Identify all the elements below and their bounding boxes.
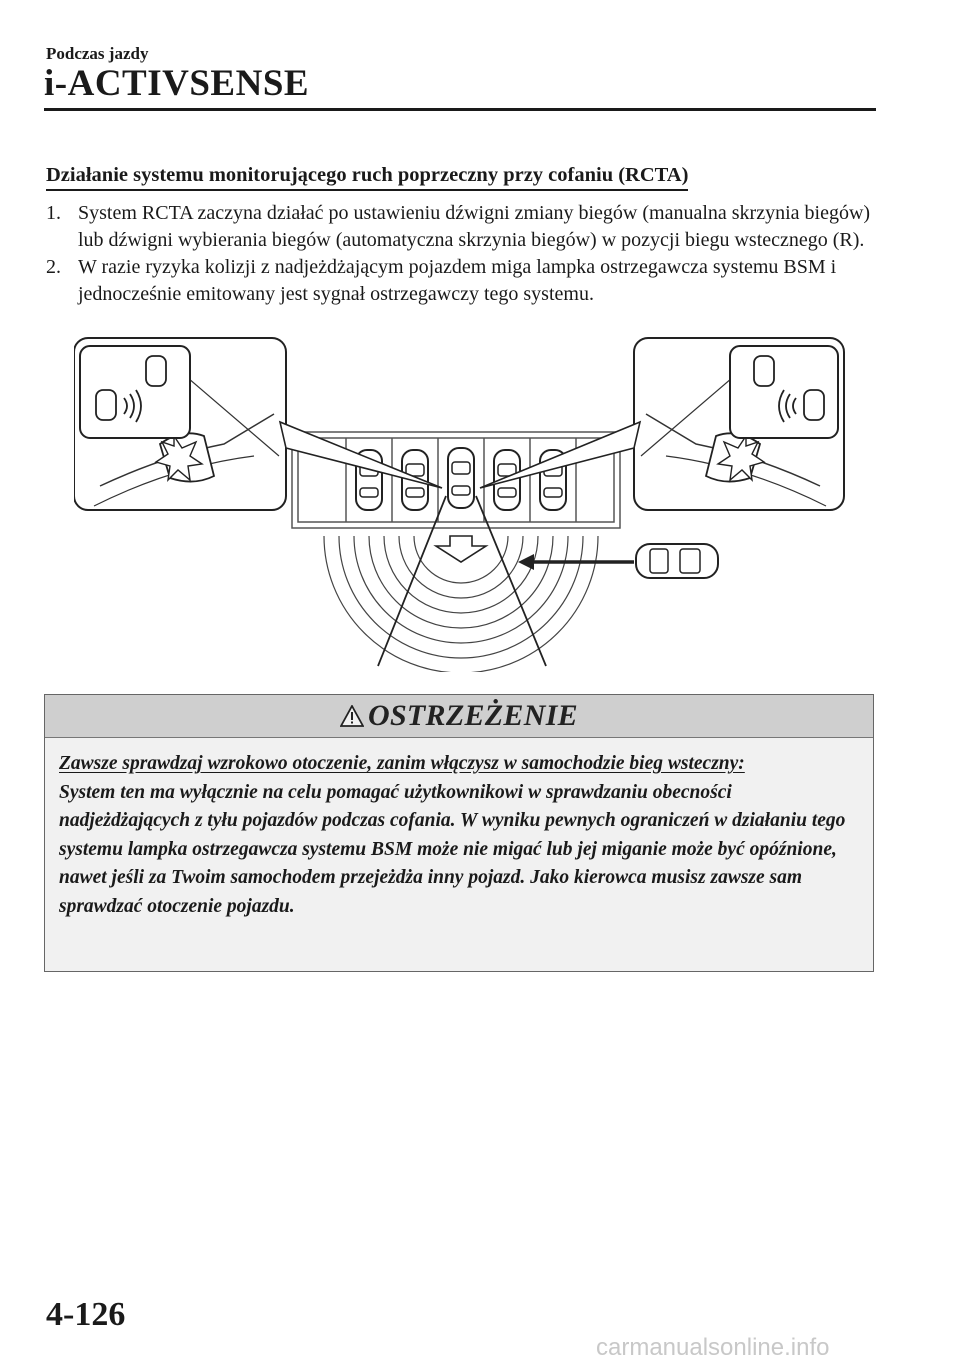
page-number: 4-126 xyxy=(46,1296,126,1333)
page-title: i-ACTIVSENSE xyxy=(44,63,310,104)
watermark: carmanualsonline.info xyxy=(596,1334,830,1361)
step-text: W razie ryzyka kolizji z nadjeżdżającym pojazdem miga lampka ostrzegawcza systemu BSM i jednocześnie emitowany jest sygnał ostrzegawczy tego systemu. xyxy=(78,256,837,305)
warning-header xyxy=(45,695,873,738)
step-number: 2. xyxy=(46,256,61,278)
warning-text: System ten ma wyłącznie na celu pomagać użytkownikowi w sprawdzaniu obecności nadjeżdżających z tyłu pojazdów podczas cofania. W wyniku pewnych ograniczeń w działaniu tego systemu lampka ostrzegawcza systemu BSM może nie migać lub jej miganie może być opóźnione, nawet jeśli za Twoim samochodem przejeżdża inny pojazd. Jako kierowca musisz zawsze sam sprawdzać otoczenie pojazdu. xyxy=(59,781,846,917)
step-item xyxy=(46,200,876,254)
warning-box xyxy=(44,694,874,972)
header-rule xyxy=(44,108,876,111)
subheading: Działanie systemu monitorującego ruch poprzeczny przy cofaniu (RCTA) xyxy=(46,164,688,191)
approach-arrow-head xyxy=(518,554,534,570)
left-mirror-panel xyxy=(74,338,286,510)
rcta-illustration xyxy=(74,336,846,672)
right-mirror-panel xyxy=(634,338,844,510)
approaching-car xyxy=(636,544,718,578)
step-text: System RCTA zaczyna działać po ustawieniu dźwigni zmiany biegów (manualna skrzynia biegów) lub dźwigni wybierania biegów (automatyczna skrzynia biegów) w pozycji biegu wstecznego (R). xyxy=(78,202,871,251)
warning-title: OSTRZEŻENIE xyxy=(367,699,578,732)
step-number: 1. xyxy=(46,202,61,224)
warning-triangle-icon xyxy=(340,705,364,727)
reverse-arrow xyxy=(436,536,486,562)
reversing-car xyxy=(448,448,474,508)
warning-lead: Zawsze sprawdzaj wzrokowo otoczenie, zanim włączysz w samochodzie bieg wsteczny: xyxy=(59,753,745,774)
warning-body xyxy=(45,738,873,921)
steps-list xyxy=(46,200,876,308)
section-label: Podczas jazdy xyxy=(46,44,149,63)
step-item xyxy=(46,254,876,308)
